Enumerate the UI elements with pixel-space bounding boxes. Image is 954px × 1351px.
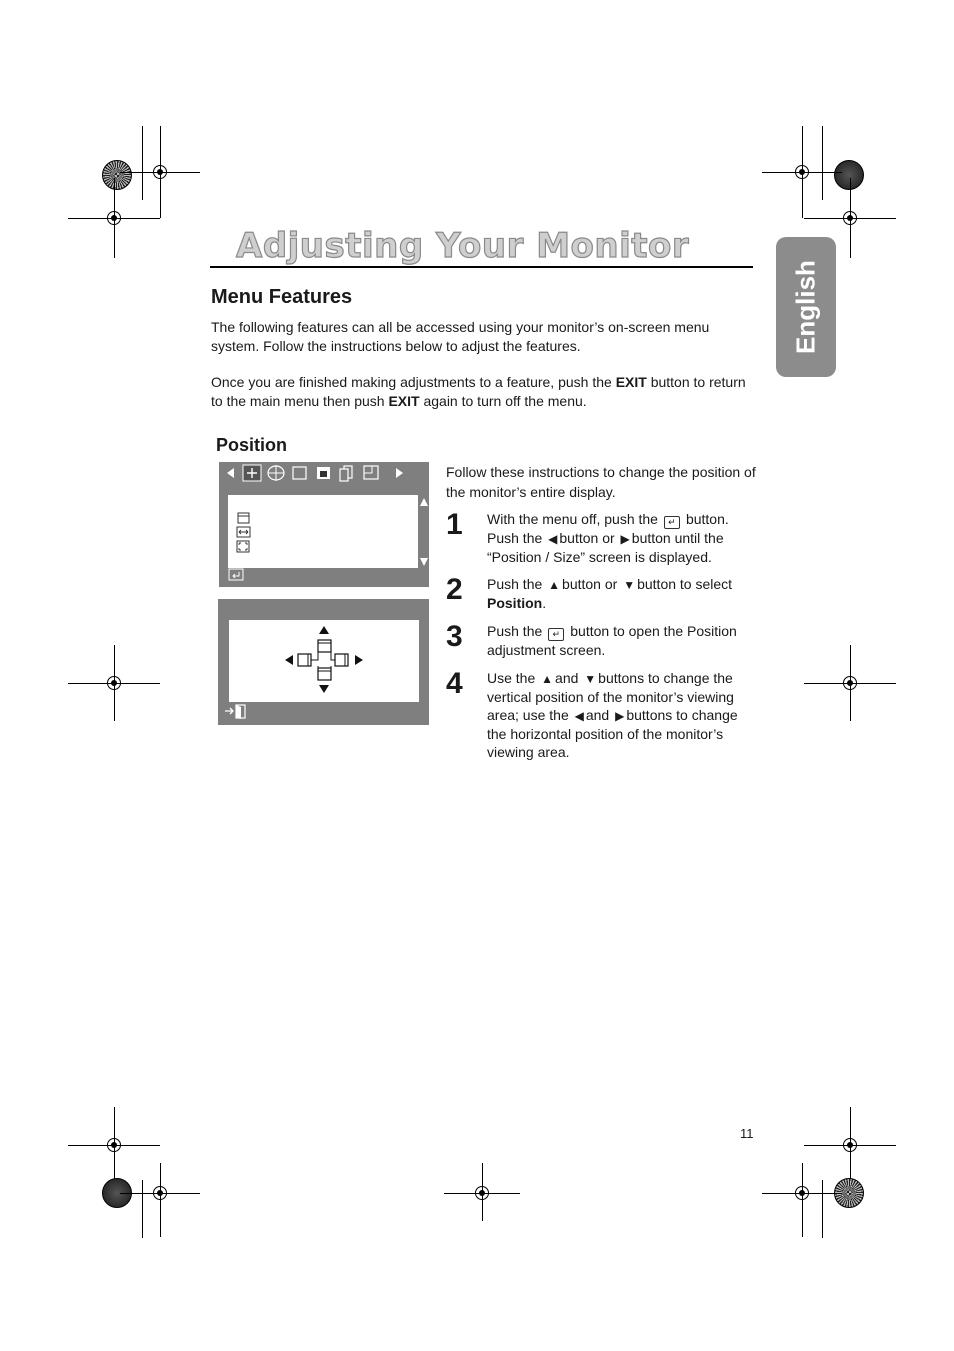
intro-2-text-c: again to turn off the menu. (419, 393, 587, 409)
intro-2-text-b: button to return to the main menu then push (211, 374, 746, 409)
scroll-down-icon (420, 558, 428, 566)
osd-position-adjust (218, 599, 429, 725)
page-number: 11 (740, 1126, 754, 1141)
step-3-a: Push the (487, 623, 543, 639)
step-2-c: button to select (637, 576, 733, 592)
position-adjust-diagram (279, 622, 369, 702)
osd-menu-icon-bar (219, 462, 429, 486)
step-2-bold: Position (487, 595, 543, 611)
intro-paragraph-2 (211, 373, 756, 411)
blank-icon (293, 467, 306, 479)
intro-2-text-a: Once you are finished making adjustments to a feature, push the (211, 374, 616, 390)
down-arrow-icon: ▼ (584, 672, 597, 686)
position-heading: Position (216, 435, 287, 455)
step-text-1 (487, 510, 757, 566)
position-icon (238, 513, 249, 523)
enter-button-icon: ↵ (548, 628, 564, 641)
setup-icon (364, 466, 378, 479)
step-4-c: buttons to change the vertical position of the monitor’s viewing area; use the (487, 670, 734, 723)
step-text-2 (487, 575, 757, 612)
left-arrow-icon: ◀ (574, 709, 584, 723)
adjust-left-arrow-icon (285, 655, 293, 665)
step-1-d: button until the “Position / Size” screen is displayed. (487, 530, 724, 565)
position-intro: Follow these instructions to change the position of the monitor’s entire display. (446, 464, 756, 500)
step-text-3 (487, 622, 757, 659)
language-tab (776, 237, 836, 377)
scrollbar-arrows (419, 495, 429, 570)
size-icon (237, 527, 250, 537)
osd-position-screen (229, 620, 419, 702)
intro-paragraph-1: The following features can all be accessed using your monitor’s on-screen menu system. Follow the instructions below to adjust the features. (211, 319, 710, 354)
step-4-b: and (555, 670, 579, 686)
step-4-d: and (585, 707, 610, 723)
up-arrow-icon: ▲ (541, 672, 554, 686)
language-tab-label: English (790, 260, 821, 354)
right-arrow-icon: ▶ (620, 532, 630, 546)
osd-main-menu (219, 462, 429, 587)
step-2-d: . (542, 595, 547, 611)
zoom-icon (237, 541, 249, 552)
left-arrow-icon: ◀ (548, 532, 558, 546)
exit-label-1: EXIT (615, 374, 647, 390)
step-1-c: button or (559, 530, 615, 546)
step-number-1: 1 (446, 508, 463, 541)
geometry-icon (268, 465, 284, 481)
enter-button-icon: ↵ (664, 516, 680, 529)
arrow-right-icon (396, 468, 403, 478)
arrow-left-icon (227, 468, 234, 478)
adjust-up-arrow-icon (319, 626, 329, 634)
exit-door-icon (224, 704, 250, 720)
step-number-3: 3 (446, 620, 463, 653)
scroll-up-icon (420, 498, 428, 506)
right-arrow-icon: ▶ (615, 709, 625, 723)
image-icon (340, 466, 352, 481)
registration-target-top-left (102, 160, 132, 190)
step-1-a: With the menu off, push the (487, 511, 658, 527)
step-4-e: buttons to change the horizontal position of the monitor’s viewing area. (487, 707, 738, 760)
adjust-down-arrow-icon (319, 685, 329, 693)
enter-icon (228, 568, 244, 582)
exit-label-2: EXIT (388, 393, 420, 409)
step-text-4 (487, 669, 757, 761)
step-4-a: Use the (487, 670, 536, 686)
color-icon (317, 467, 330, 479)
submenu-icons (234, 509, 264, 569)
osd-submenu-list (228, 495, 418, 568)
adjust-right-arrow-icon (355, 655, 363, 665)
step-number-2: 2 (446, 573, 463, 606)
section-heading: Menu Features (211, 286, 353, 308)
step-2-a: Push the (487, 576, 543, 592)
step-number-4: 4 (446, 667, 463, 700)
registration-target-top-right (834, 160, 864, 190)
step-2-b: button or (562, 576, 618, 592)
step-1-b: button. Push the (487, 511, 729, 546)
page-title: Adjusting Your Monitor (236, 226, 690, 266)
step-3-b: button to open the Position adjustment screen. (487, 623, 737, 658)
down-arrow-icon: ▼ (623, 578, 636, 592)
up-arrow-icon: ▲ (548, 578, 561, 592)
title-rule (210, 266, 753, 268)
